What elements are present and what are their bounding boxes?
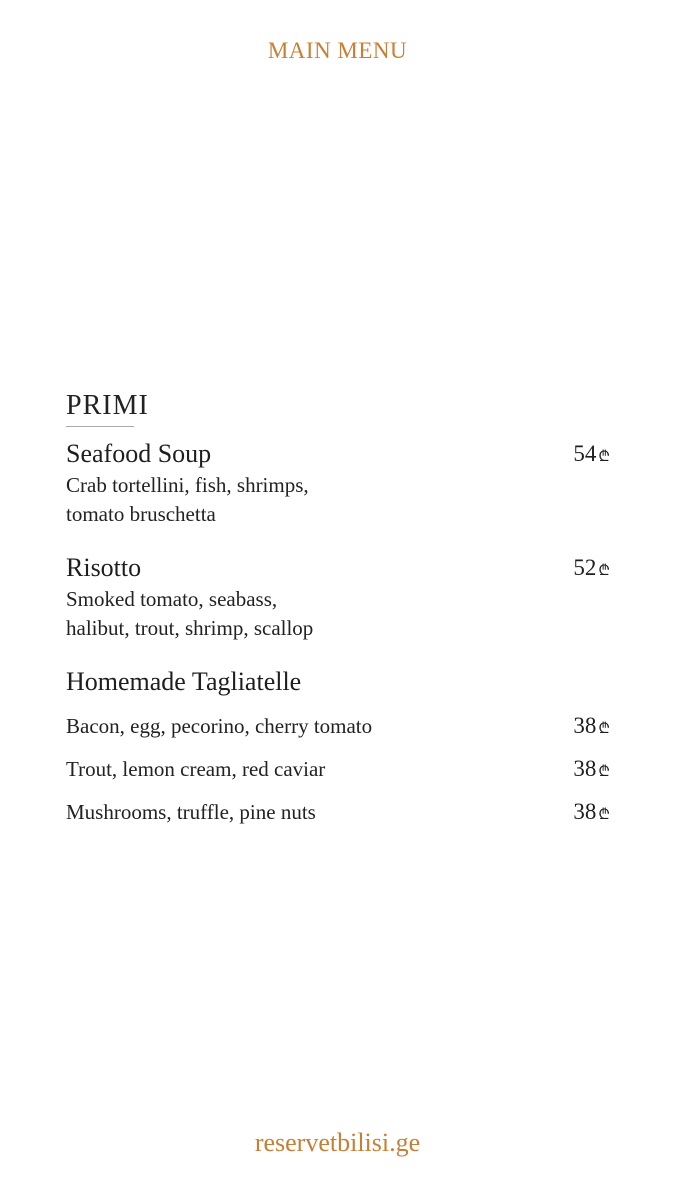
- menu-item-price: [573, 437, 610, 474]
- lari-currency-icon: ₾: [598, 449, 610, 465]
- menu-item-price: [573, 551, 610, 588]
- menu-variant-desc: Mushrooms, truffle, pine nuts: [66, 800, 316, 824]
- lari-currency-icon: ₾: [598, 807, 610, 823]
- lari-currency-icon: ₾: [598, 563, 610, 579]
- menu-variant: [66, 752, 610, 795]
- menu-variant-desc: Bacon, egg, pecorino, cherry tomato: [66, 714, 373, 738]
- price-value: 38: [573, 713, 597, 738]
- section-title: PRIMI: [66, 390, 149, 421]
- price-value: 38: [573, 799, 597, 824]
- website-link[interactable]: reservetbilisi.ge: [254, 1128, 421, 1157]
- menu-variant-price: [573, 795, 610, 832]
- menu-item-risotto: [66, 551, 610, 643]
- price-value: 54: [573, 441, 597, 466]
- menu-item-desc-line: tomato bruschetta: [66, 502, 216, 526]
- menu-item-desc-line: Crab tortellini, fish, shrimps,: [66, 473, 309, 497]
- price-value: 52: [573, 555, 597, 580]
- menu-variant-desc: Trout, lemon cream, red caviar: [66, 757, 326, 781]
- menu-item-desc-line: halibut, trout, shrimp, scallop: [66, 616, 314, 640]
- lari-currency-icon: ₾: [598, 764, 610, 780]
- menu-item-desc-line: Smoked tomato, seabass,: [66, 587, 278, 611]
- menu-variant-price: [573, 752, 610, 789]
- menu-variant: [66, 709, 610, 752]
- menu-item-name: Seafood Soup: [66, 439, 212, 468]
- menu-section-primi: [66, 388, 610, 838]
- menu-item-name: Risotto: [66, 553, 142, 582]
- menu-group-tagliatelle: [66, 665, 610, 838]
- page-title: MAIN MENU: [267, 38, 408, 63]
- lari-currency-icon: ₾: [598, 721, 610, 737]
- menu-item-seafood-soup: [66, 437, 610, 529]
- section-divider: [66, 426, 134, 427]
- menu-variant-price: [573, 709, 610, 746]
- price-value: 38: [573, 756, 597, 781]
- menu-variant: [66, 795, 610, 838]
- menu-group-name: Homemade Tagliatelle: [66, 667, 302, 696]
